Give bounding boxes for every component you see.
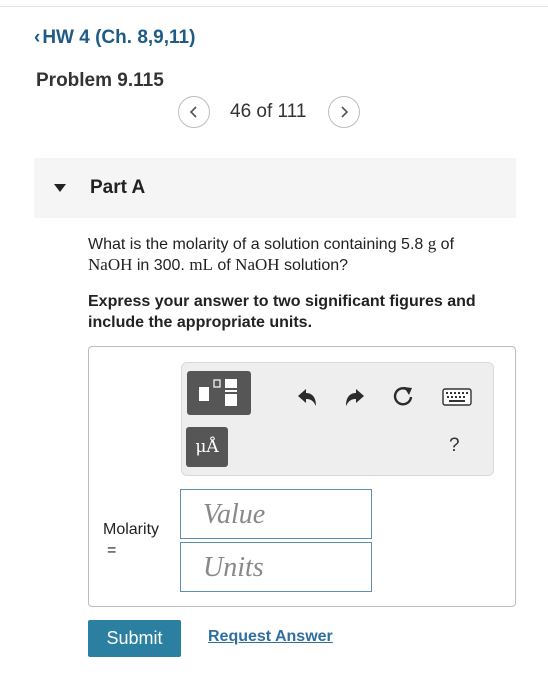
- part-a-header[interactable]: [34, 158, 516, 218]
- equals-sign: =: [107, 542, 117, 559]
- help-button[interactable]: ?: [449, 435, 460, 456]
- keyboard-icon[interactable]: [442, 386, 472, 408]
- problem-pager: [178, 96, 360, 128]
- undo-icon[interactable]: [294, 385, 320, 411]
- formula-naoh: NaOH: [88, 255, 133, 274]
- previous-problem-button[interactable]: [178, 96, 210, 128]
- pager-position: 46 of 111: [230, 101, 307, 122]
- redo-icon[interactable]: [342, 385, 368, 411]
- templates-button[interactable]: [187, 371, 251, 415]
- part-label: Part A: [90, 177, 146, 198]
- formula-naoh: NaOH: [235, 255, 280, 274]
- assignment-title: HW 4 (Ch. 8,9,11): [42, 27, 196, 48]
- chevron-left-icon: ‹: [34, 27, 41, 48]
- problem-title: Problem 9.115: [36, 70, 164, 91]
- answer-instruction: Express your answer to two significant figures and include the appropriate units.: [88, 293, 476, 331]
- unit-grams: g: [427, 234, 437, 253]
- chevron-left-icon: [188, 106, 200, 118]
- question-text-part: of: [436, 236, 455, 253]
- top-divider: [0, 6, 548, 7]
- request-answer-link[interactable]: Request Answer: [208, 628, 333, 645]
- molarity-label: Molarity: [103, 521, 160, 538]
- reset-icon[interactable]: [390, 384, 416, 410]
- question-text-part: What is the molarity of a solution containing 5.8: [88, 236, 428, 253]
- unit-milliliters: mL: [189, 255, 213, 274]
- submit-button[interactable]: Submit: [88, 620, 181, 657]
- next-problem-button[interactable]: [328, 96, 360, 128]
- question-text-part: in 300.: [132, 257, 190, 274]
- units-input[interactable]: Units: [180, 542, 372, 592]
- answer-area: [88, 346, 516, 607]
- math-toolbar: [181, 362, 494, 476]
- back-to-assignment-link[interactable]: [34, 27, 195, 49]
- units-symbols-button[interactable]: μÅ: [186, 427, 228, 467]
- question-text-part: of: [212, 257, 236, 274]
- question-text: [88, 234, 508, 276]
- value-input[interactable]: Value: [180, 489, 372, 539]
- chevron-right-icon: [338, 106, 350, 118]
- question-text-part: solution?: [279, 257, 349, 274]
- templates-icon: [187, 371, 251, 415]
- collapse-triangle-icon[interactable]: [54, 184, 66, 192]
